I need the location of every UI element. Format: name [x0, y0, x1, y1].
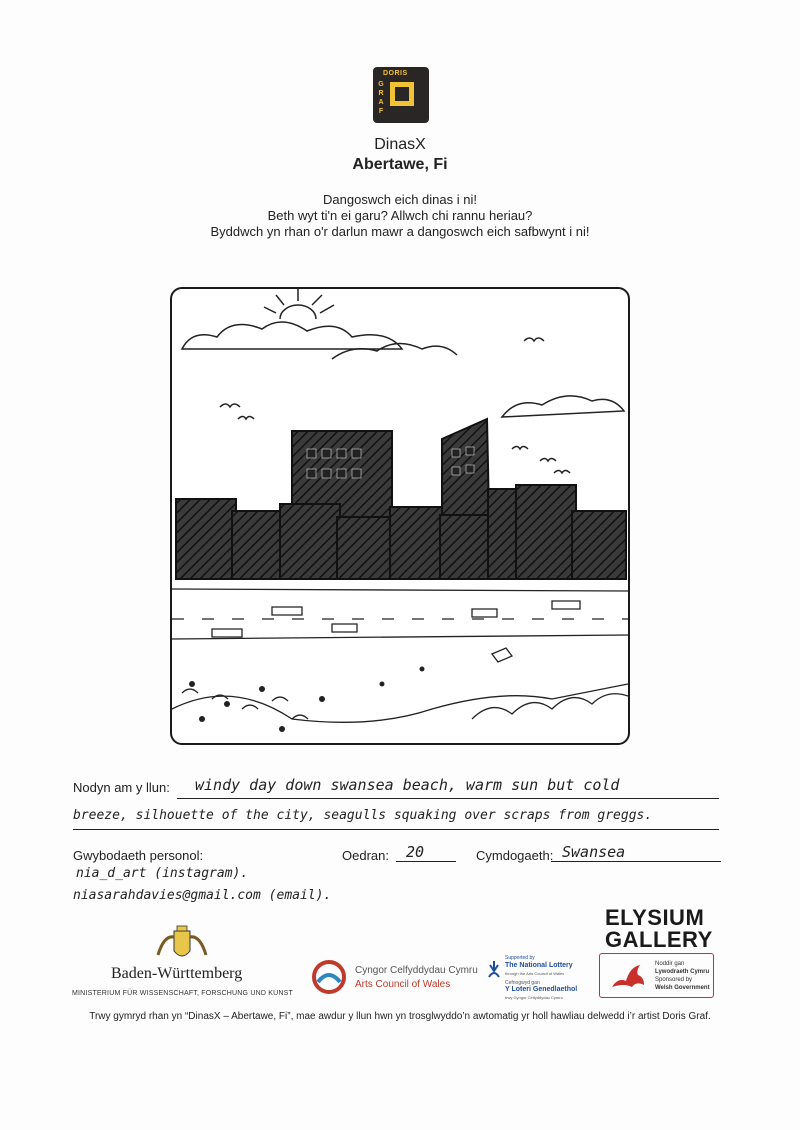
welsh-dragon-icon: [608, 959, 648, 993]
drawing-frame: [170, 287, 630, 745]
logo-square-icon: [390, 82, 414, 106]
logo-letter-r: R: [378, 90, 384, 97]
acw-welsh-name: Cyngor Celfyddydau Cymru: [355, 965, 478, 976]
age-underline: [396, 861, 456, 862]
personal-label: Gwybodaeth personol:: [73, 848, 204, 863]
city-skyline-drawing-icon: [172, 289, 628, 743]
nl-through: through the Arts Council of Wales: [505, 971, 565, 976]
personal-text-line-1: nia_d_art (instagram).: [76, 866, 249, 881]
page-subtitle: Abertawe, Fi: [352, 156, 448, 173]
nl-trwy: trwy Gyngor Celfyddydau Cymru: [505, 995, 563, 1000]
logo-brand-top: DORIS: [383, 70, 408, 77]
acw-english-name: Arts Council of Wales: [355, 979, 451, 990]
elysium-gallery-logo-line-1: ELYSIUM: [605, 905, 705, 930]
community-underline: [551, 861, 721, 862]
personal-text-line-2: niasarahdavies@gmail.com (email).: [73, 888, 332, 903]
national-lottery-hand-icon: [487, 960, 501, 978]
nl-cefnogwyd: Cefnogwyd gan: [505, 980, 540, 986]
arts-council-wales-icon: [310, 958, 348, 996]
note-text-line-1: windy day down swansea beach, warm sun but cold: [195, 776, 620, 794]
intro-line-2: Beth wyt ti'n ei garu? Allwch chi rannu heriau?: [267, 208, 533, 223]
nl-supported-by: Supported by: [505, 955, 535, 961]
intro-line-1: Dangoswch eich dinas i ni!: [323, 192, 477, 207]
welsh-government-logo: [599, 953, 714, 998]
bw-name: Baden-Württemberg: [111, 965, 243, 982]
age-value: 20: [406, 843, 425, 861]
note-label: Nodyn am y llun:: [73, 780, 170, 795]
note-text-line-2: breeze, silhouette of the city, seagulls squaking over scraps from greggs.: [73, 808, 653, 823]
nl-welsh-name: Y Loteri Genedlaethol: [505, 986, 578, 993]
wg-lywodraeth: Lywodraeth Cymru: [655, 969, 710, 975]
doris-graf-logo: [373, 67, 429, 123]
note-underline-2: [73, 829, 719, 830]
wg-noddir: Noddir gan: [655, 961, 685, 967]
community-value: Swansea: [562, 843, 626, 861]
note-underline-1: [177, 798, 719, 799]
logo-letter-f: F: [378, 108, 384, 115]
logo-letter-g: G: [378, 81, 384, 88]
baden-wuerttemberg-coat-of-arms-icon: [152, 925, 212, 965]
bw-ministry: MINISTERIUM FÜR WISSENSCHAFT, FORSCHUNG UND KUNST: [72, 990, 293, 997]
elysium-gallery-logo-line-2: GALLERY: [605, 927, 713, 952]
intro-line-3: Byddwch yn rhan o'r darlun mawr a dangoswch eich safbwynt i ni!: [210, 224, 590, 239]
wg-sponsored: Sponsored by: [655, 977, 693, 983]
page-title: DinasX: [374, 136, 426, 153]
community-label: Cymdogaeth:: [476, 848, 554, 863]
age-label: Oedran:: [342, 848, 389, 863]
nl-name: The National Lottery: [505, 962, 573, 969]
logo-letter-a: A: [378, 99, 384, 106]
wg-welsh-government: Welsh Government: [655, 985, 710, 991]
footer-rights-notice: Trwy gymryd rhan yn “DinasX – Abertawe, Fi”, mae awdur y llun hwn yn trosglwyddo’n awtomatig yr holl hawliau delwedd i’r artist Doris Graf.: [89, 1011, 711, 1022]
